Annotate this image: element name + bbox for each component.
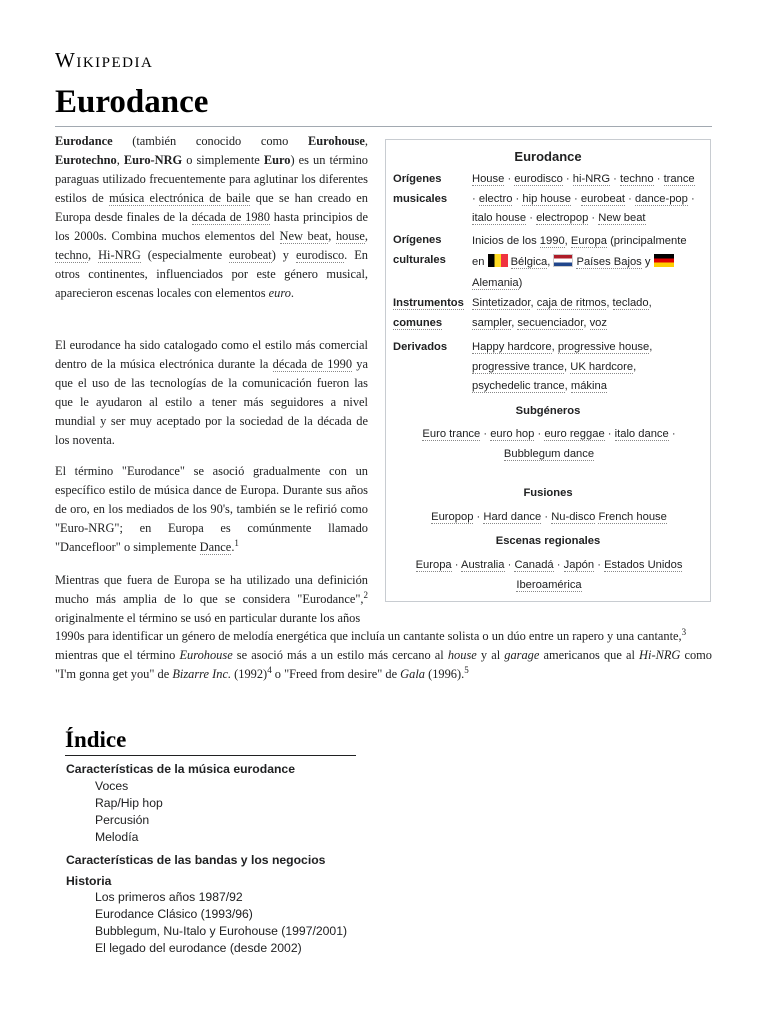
toc-item-percusion[interactable]: Percusión [95,813,150,827]
infobox-value: House · eurodisco · hi-NRG · techno · trance · electro · hip house · eurobeat · dance-pop · italo house · electropop · New beat [472,173,695,224]
reference-3[interactable]: 3 [681,626,687,637]
link-scene[interactable]: Australia [460,559,505,571]
infobox-title: Eurodance [514,149,582,164]
link-genre[interactable]: progressive house [557,341,650,353]
toc-item-rap-hip-hop[interactable]: Rap/Hip hop [95,796,163,810]
link-genre[interactable]: eurobeat [580,192,626,205]
link-genre[interactable]: techno [620,173,654,185]
infobox-label: Orígenes culturales [393,234,446,266]
link-instrument[interactable]: Sintetizador [472,297,531,309]
link-scene[interactable]: Canadá [514,559,554,571]
bold-term: Eurotechno [55,153,117,167]
link-instrument[interactable]: voz [589,316,607,329]
link-hi-nrg[interactable]: Hi-NRG [98,248,141,262]
reference-1[interactable]: 1 [234,537,239,548]
link-subgenre[interactable]: italo dance [614,428,669,440]
link-genre[interactable]: hip house [522,192,571,205]
infobox-value: Happy hardcore, progressive house, progressive trance, UK hardcore, psychedelic trance, mákina [472,341,653,392]
link-instrument[interactable]: teclado [612,297,649,309]
reference-2[interactable]: 2 [363,589,368,600]
link-fusion[interactable]: French house [598,511,667,523]
infobox-value: Inicios de los 1990, Europa (principalmente en Bélgica, Países Bajos y Alemania) [472,235,687,289]
link-subgenre[interactable]: euro hop [490,428,535,440]
reference-5[interactable]: 5 [464,664,469,675]
toc-section-historia[interactable]: Historia [66,874,112,888]
infobox-label: Orígenes musicales [393,173,448,205]
infobox-label: Instrumentos comunes [393,297,464,329]
link-eurobeat[interactable]: eurobeat [229,248,272,262]
paragraph-definition-top: Mientras que fuera de Europa se ha utilizado una definición mucho más amplia de lo que se considera "Eurodance",$^2$ originalmente el término se usó en particular durante los años [55,573,368,625]
link-instrument[interactable]: caja de ritmos [536,297,607,309]
reference-4[interactable]: 4 [267,664,272,675]
infobox-escenas-list: Europa · Australia · Canadá · Japón · Estados Unidos Iberoamérica [415,559,683,591]
link-genre[interactable]: eurodisco [514,173,563,185]
link-1990[interactable]: 1990 [539,235,565,247]
link-belgica[interactable]: Bélgica [510,256,548,268]
link-scene[interactable]: Japón [563,559,595,571]
page-title: Eurodance [55,84,209,120]
link-musica-electronica[interactable]: música electrónica de baile [109,191,251,205]
bold-term: Eurohouse [307,134,365,148]
toc-item-melodia[interactable]: Melodía [95,830,139,844]
infobox-heading-fusiones: Fusiones [523,487,573,499]
toc-title: Índice [65,727,127,752]
infobox-label: Derivados [393,341,448,353]
link-europa[interactable]: Europa [570,235,607,247]
link-instrument[interactable]: secuenciador [517,316,584,329]
link-genre[interactable]: electro [478,192,513,205]
link-genre[interactable]: dance-pop [635,192,688,205]
toc-section-bandas-negocios[interactable]: Características de las bandas y los negocios [66,853,326,867]
title-divider [55,126,712,127]
link-subgenre[interactable]: Euro trance [422,428,481,440]
link-scene[interactable]: Estados Unidos [604,559,683,571]
link-decada-1990[interactable]: década de 1990 [272,357,353,371]
wikipedia-wordmark[interactable]: Wikipedia [55,48,154,72]
link-techno[interactable]: techno [55,248,89,262]
paragraph-definition-bottom: 1990s para identificar un género de melodía energética que incluía un cantante solista o un dúo entre un rapero y una cantante,$^3$ mientras que el término Eurohouse se asoció más a un estilo más cercano al house y al garage americanos que al Hi-NRG como "I'm gonna get you" de Bizarre Inc. $(1992)^4$ o "Freed from desire" de Gala (1996).$^5$ [55,626,712,681]
bold-term: Euro [263,153,291,167]
link-genre[interactable]: italo house [472,212,527,224]
link-fusion[interactable]: Europop [431,511,474,523]
toc-item-eurodance-clasico[interactable]: Eurodance Clásico (1993/96) [95,907,253,921]
bold-term: Eurodance [55,134,113,148]
infobox-heading-subgeneros: Subgéneros [515,405,581,417]
link-subgenre[interactable]: Bubblegum dance [503,447,595,460]
infobox-subgeneros-list: Euro trance · euro hop · euro reggae · italo dance · Bubblegum dance [422,428,676,460]
link-genre[interactable]: trance [663,173,695,185]
link-scene[interactable]: Iberoamérica [516,578,582,591]
link-fusion[interactable]: Nu-disco [551,511,596,523]
link-genre[interactable]: progressive trance [472,360,565,373]
link-house[interactable]: house [335,229,365,243]
link-genre[interactable]: psychedelic trance [472,380,565,392]
link-genre[interactable]: UK hardcore [570,360,634,373]
toc-item-voces[interactable]: Voces [95,779,129,793]
link-paises-bajos[interactable]: Países Bajos [576,256,642,268]
infobox-heading-escenas: Escenas regionales [495,535,601,547]
toc-item-bubblegum[interactable]: Bubblegum, Nu-Italo y Eurohouse (1997/2001) [95,924,348,938]
infobox-fusiones-list: Europop · Hard dance · Nu-disco French house [431,511,667,523]
germany-flag-icon [654,254,674,267]
link-genre[interactable]: electropop [536,212,589,224]
link-genre[interactable]: mákina [570,380,607,392]
link-new-beat[interactable]: New beat [279,229,329,243]
link-genre[interactable]: House [472,173,505,185]
link-subgenre[interactable]: euro reggae [544,428,605,440]
link-decada-1980[interactable]: década de 1980 [191,210,270,224]
link-dance[interactable]: Dance [199,540,232,554]
toc-divider [65,755,356,756]
paragraph-term: El término "Eurodance" se asoció gradualmente con un específico estilo de música dance de Europa. Durante sus años de oro, en los mediados de los 90's, también se le refirió como "Euro-NRG"; en Europa es comúnmente llamado "Dancefloor" o simplemente Dance.$^1$ [55,464,368,554]
bold-term: Euro-NRG [123,153,183,167]
infobox-value: Sintetizador, caja de ritmos, teclado, sampler, secuenciador, voz [472,297,652,329]
netherlands-flag-icon [553,254,573,267]
link-genre[interactable]: Happy hardcore [472,341,552,353]
link-instrument[interactable]: sampler [472,316,512,329]
infobox [385,139,711,602]
paragraph-intro: Eurodance (también conocido como Eurohouse, Eurotechno, Euro-NRG o simplemente Euro) es un término paraguas utilizado frecuentemente para aglutinar los diferentes estilos de música electrónica de baile que se han creado en Europa desde finales de la década de 1980 hasta principios de los 2000s. Combina muchos elementos del New beat, house, techno, Hi-NRG (especialmente eurobeat) y eurodisco. En otros continentes, influenciados por este género musical, aparecieron escenas locales con elementos euro. [55,134,369,300]
toc-item-primeros-anos[interactable]: Los primeros años 1987/92 [95,890,243,904]
link-scene[interactable]: Europa [415,559,452,571]
link-fusion[interactable]: Hard dance [483,511,542,523]
paragraph-commercial: El eurodance ha sido catalogado como el estilo más comercial dentro de la música electrónica durante la década de 1990 ya que el uso de las tecnologías de la comunicación fueron las que le ayudaron al estilo a tener más seguidores a nivel mundial y ser muy aceptado por la sociedad de la década de los noventa. [55,338,369,447]
link-alemania[interactable]: Alemania [472,277,519,289]
toc-section-caracteristicas-musica[interactable]: Características de la música eurodance [66,762,295,776]
italic-term: euro [268,286,291,300]
link-eurodisco[interactable]: eurodisco [295,248,345,262]
belgium-flag-icon [488,254,508,267]
toc-item-legado[interactable]: El legado del eurodance (desde 2002) [95,941,302,955]
link-genre[interactable]: hi-NRG [572,173,611,185]
link-genre[interactable]: New beat [598,212,646,224]
